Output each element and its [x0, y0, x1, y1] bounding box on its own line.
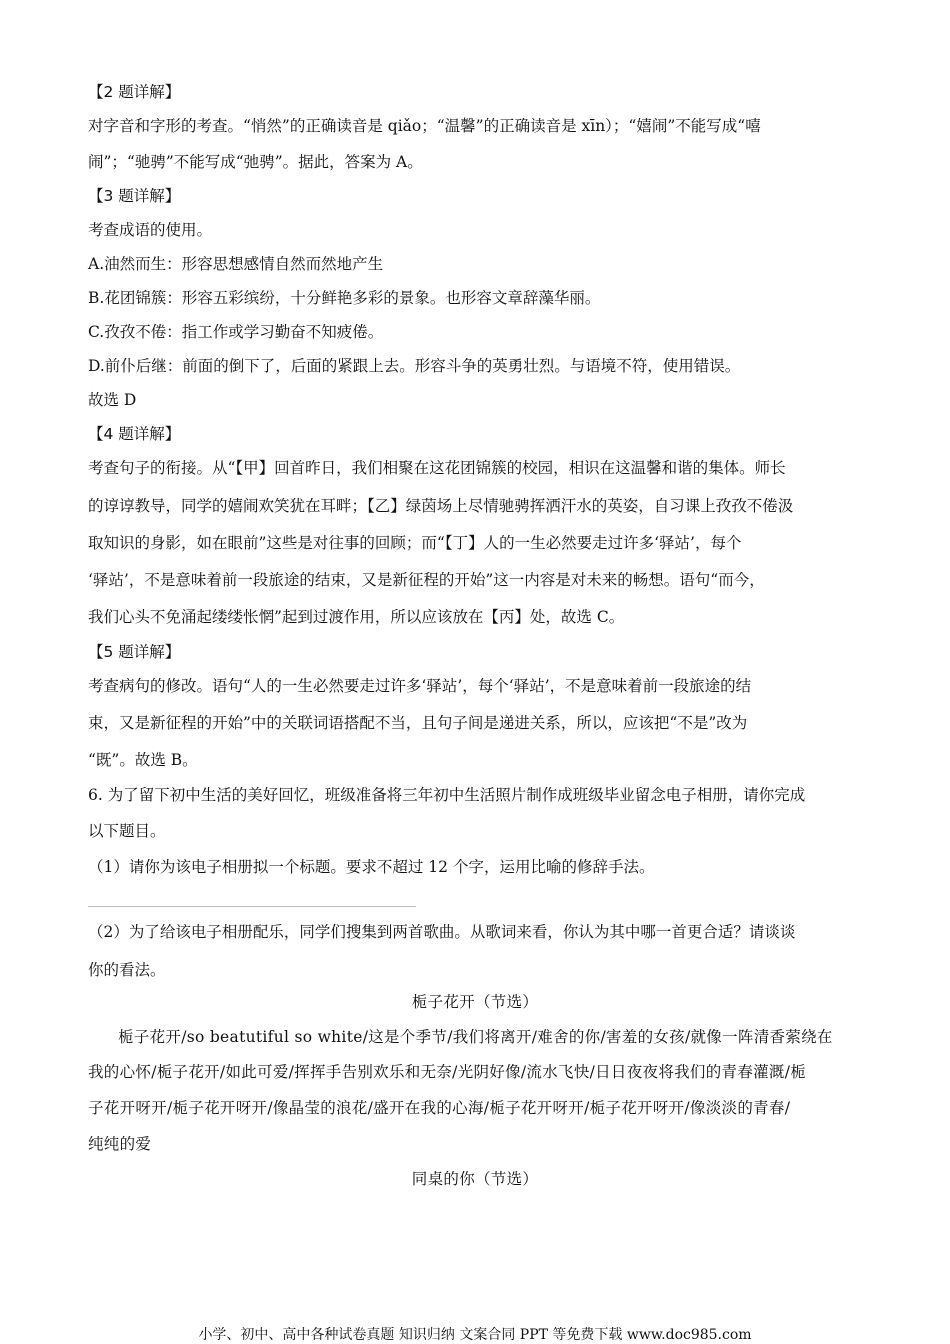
q6-line-1: 6. 为了留下初中生活的美好回忆，班级准备将三年初中生活照片制作成班级毕业留念电子相册，请你完成 — [88, 786, 806, 804]
q3-heading: 【3 题详解】 — [88, 187, 181, 205]
q5-line-1: 考查病句的修改。语句“人的一生必然要走过许多‘驿站’，每个‘驿站’，不是意味着前一段旅途的结 — [88, 677, 752, 695]
song1-title: 栀子花开（节选） — [411, 993, 539, 1011]
q6-part2-line-2: 你的看法。 — [88, 961, 166, 979]
q3-answer: 故选 D — [88, 391, 137, 409]
q2-heading: 【2 题详解】 — [88, 83, 181, 101]
q3-option-c: C.孜孜不倦：指工作或学习勤奋不知疲倦。 — [88, 323, 384, 341]
q4-line-4: ‘驿站’，不是意味着前一段旅途的结束，又是新征程的开始”这一内容是对未来的畅想。语句“而今， — [88, 571, 765, 589]
q6-part1-prompt: （1）请你为该电子相册拟一个标题。要求不超过 12 个字，运用比喻的修辞手法。 — [88, 858, 655, 876]
footer-banner: 小学、初中、高中各种试卷真题 知识归纳 文案合同 PPT 等免费下载 www.doc985.com — [198, 1327, 752, 1343]
q5-line-3: “既”。故选 B。 — [88, 751, 198, 769]
q6-line-2: 以下题目。 — [88, 822, 166, 840]
q3-option-d: D.前仆后继：前面的倒下了，后面的紧跟上去。形容斗争的英勇壮烈。与语境不符，使用错误。 — [88, 357, 741, 375]
q2-line-2: 闹”；“驰骋”不能写成“弛骋”。据此，答案为 A。 — [88, 153, 423, 171]
q2-line-1: 对字音和字形的考查。“悄然”的正确读音是 qiǎo；“温馨”的正确读音是 xīn）；“嬉闹”不能写成“嘻 — [88, 117, 761, 135]
song1-lyric-line-2: 我的心怀/栀子花开/如此可爱/挥挥手告别欢乐和无奈/光阴好像/流水飞快/日日夜夜将我们的青春灌溉/栀 — [88, 1063, 807, 1081]
q5-heading: 【5 题详解】 — [88, 643, 181, 661]
q4-heading: 【4 题详解】 — [88, 425, 181, 443]
q3-line-1: 考查成语的使用。 — [88, 221, 213, 239]
answer-line — [88, 906, 416, 907]
q5-line-2: 束，又是新征程的开始”中的关联词语搭配不当，且句子间是递进关系，所以，应该把“不是”改为 — [88, 714, 748, 732]
song2-title: 同桌的你（节选） — [411, 1170, 539, 1188]
q4-line-3: 取知识的身影，如在眼前”这些是对往事的回顾；而“【丁】人的一生必然要走过许多‘驿站’，每个 — [88, 534, 742, 552]
q4-line-5: 我们心头不免涌起缕缕怅惘”起到过渡作用，所以应该放在【丙】处，故选 C。 — [88, 608, 625, 626]
q3-option-a: A.油然而生：形容思想感情自然而然地产生 — [88, 255, 384, 273]
q6-part2-line-1: （2）为了给该电子相册配乐，同学们搜集到两首歌曲。从歌词来看，你认为其中哪一首更合适？请谈谈 — [88, 923, 796, 941]
song1-lyric-line-4: 纯纯的爱 — [88, 1135, 152, 1153]
q4-line-2: 的谆谆教导，同学的嬉闹欢笑犹在耳畔；【乙】绿茵场上尽情驰骋挥洒汗水的英姿，自习课上孜孜不倦汲 — [88, 497, 794, 515]
song1-lyric-line-3: 子花开呀开/栀子花开呀开/像晶莹的浪花/盛开在我的心海/栀子花开呀开/栀子花开呀开/像淡淡的青春/ — [88, 1099, 791, 1117]
q3-option-b: B.花团锦簇：形容五彩缤纷，十分鲜艳多彩的景象。也形容文章辞藻华丽。 — [88, 289, 601, 307]
song1-lyric-line-1: 栀子花开/so beatutiful so white/这是个季节/我们将离开/难舍的你/害羞的女孩/就像一阵清香萦绕在 — [118, 1028, 833, 1046]
q4-line-1: 考查句子的衔接。从“【甲】回首昨日，我们相聚在这花团锦簇的校园，相识在这温馨和谐的集体。师长 — [88, 459, 786, 477]
